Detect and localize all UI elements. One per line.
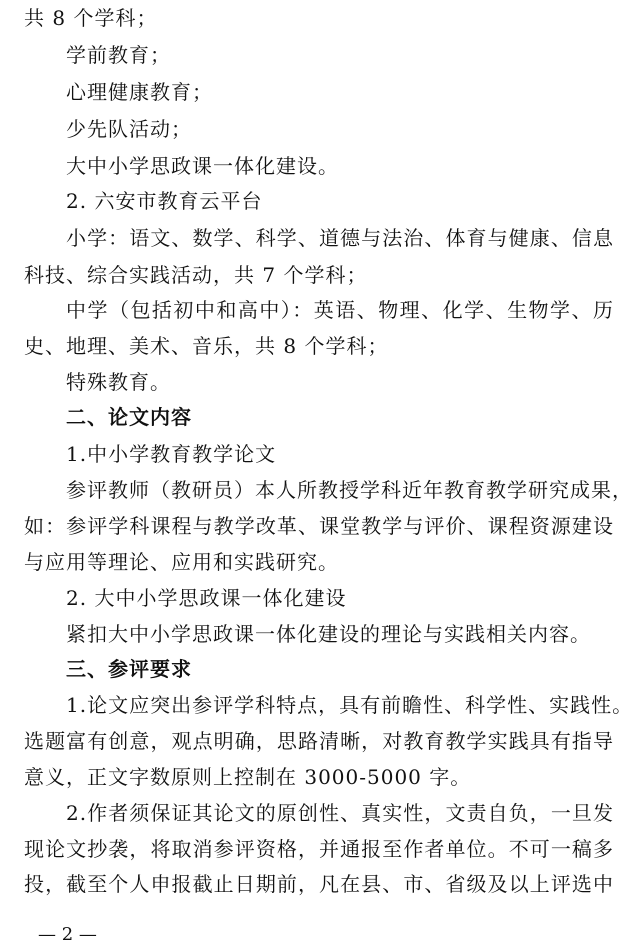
subheading: 1.中小学教育教学论文 bbox=[66, 442, 277, 466]
text-line: 紧扣大中小学思政课一体化建设的理论与实践相关内容。 bbox=[66, 622, 591, 646]
text-line: 特殊教育。 bbox=[66, 370, 171, 394]
text-line: 心理健康教育； bbox=[66, 80, 213, 104]
text-line: 史、地理、美术、音乐，共 8 个学科； bbox=[24, 334, 389, 358]
section-heading: 二、论文内容 bbox=[66, 405, 192, 429]
text-line: 意义，正文字数原则上控制在 3000-5000 字。 bbox=[24, 765, 472, 789]
text-line: 1.论文应突出参评学科特点，具有前瞻性、科学性、实践性。 bbox=[66, 693, 634, 717]
text-line: 科技、综合实践活动，共 7 个学科； bbox=[24, 263, 368, 287]
section-heading: 三、参评要求 bbox=[66, 657, 192, 681]
text-line: 小学：语文、数学、科学、道德与法治、体育与健康、信息 bbox=[66, 226, 614, 250]
text-line: 如：参评学科课程与教学改革、课堂教学与评价、课程资源建设 bbox=[24, 514, 614, 538]
text-line: 中学（包括初中和高中）：英语、物理、化学、生物学、历 bbox=[66, 298, 614, 322]
text-line: 选题富有创意，观点明确，思路清晰，对教育教学实践具有指导 bbox=[24, 729, 614, 753]
text-line: 共 8 个学科； bbox=[24, 6, 158, 30]
text-line: 与应用等理论、应用和实践研究。 bbox=[24, 550, 339, 574]
subheading: 2. 大中小学思政课一体化建设 bbox=[66, 586, 347, 610]
text-line: 大中小学思政课一体化建设。 bbox=[66, 154, 339, 178]
subheading: 2. 六安市教育云平台 bbox=[66, 189, 263, 213]
text-line: 投，截至个人申报截止日期前，凡在县、市、省级及以上评选中 bbox=[24, 872, 614, 896]
text-line: 参评教师（教研员）本人所教授学科近年教育教学研究成果， bbox=[66, 478, 633, 502]
text-line: 2.作者须保证其论文的原创性、真实性，文责自负，一旦发 bbox=[66, 801, 614, 825]
page-number: — 2 — bbox=[38, 924, 97, 945]
text-line: 现论文抄袭，将取消参评资格，并通报至作者单位。不可一稿多 bbox=[24, 837, 614, 861]
text-line: 学前教育； bbox=[66, 43, 171, 67]
text-line: 少先队活动； bbox=[66, 117, 192, 141]
